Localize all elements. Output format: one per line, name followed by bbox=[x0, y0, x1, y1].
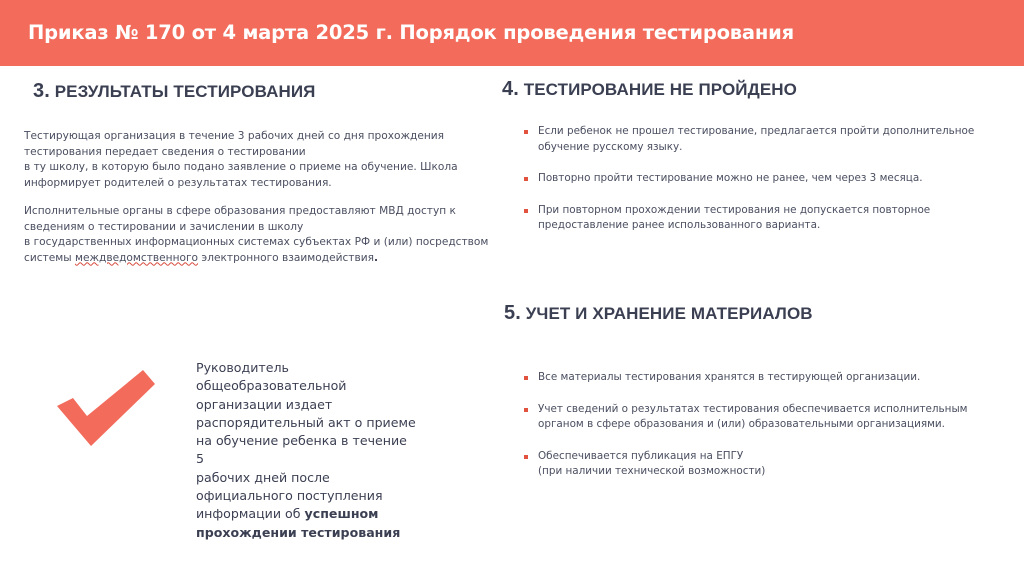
section-5-heading bbox=[504, 302, 813, 325]
section-5-title: УЧЕТ И ХРАНЕНИЕ МАТЕРИАЛОВ bbox=[525, 304, 813, 323]
principal-note: Руководитель общеобразовательной организации издает распорядительный акт о приеме на обучение ребенка в течение 5 рабочих дней после официального поступления информации об успешном прохождении тестирования bbox=[196, 360, 416, 540]
section-4-number: 4. bbox=[502, 78, 519, 100]
page-title: Приказ № 170 от 4 марта 2025 г. Порядок проведения тестирования bbox=[28, 21, 794, 44]
section-3-paragraph-2: Исполнительные органы в сфере образования предоставляют МВД доступ к сведениям о тестировании и зачислении в школу в государственных информационных системах субъектах РФ и (или) посредством системы междведомственного электронного взаимодействия. bbox=[24, 205, 489, 264]
list-item: Обеспечивается публикация на ЕПГУ (при наличии технической возможности) bbox=[524, 449, 994, 480]
list-item: Учет сведений о результатах тестирования обеспечивается исполнительным органом в сфере образования и (или) образовательными организациями. bbox=[524, 402, 994, 433]
section-5-list bbox=[524, 370, 994, 480]
section-4-list bbox=[524, 124, 994, 234]
list-item: При повторном прохождении тестирования не допускается повторное предоставление ранее использованного варианта. bbox=[524, 203, 994, 234]
section-3-title: РЕЗУЛЬТАТЫ ТЕСТИРОВАНИЯ bbox=[54, 82, 316, 101]
section-5-number: 5. bbox=[504, 302, 521, 324]
list-item: Если ребенок не прошел тестирование, предлагается пройти дополнительное обучение русскому языку. bbox=[524, 124, 994, 155]
checkmark-icon bbox=[55, 368, 155, 448]
section-4-heading bbox=[502, 78, 797, 101]
section-3-paragraph-1: Тестирующая организация в течение 3 рабочих дней со дня прохождения тестирования передает сведения о тестировании в ту школу, в которую было подано заявление о приеме на обучение. Школа информирует родителей о результатах тестирования. bbox=[24, 130, 458, 189]
list-item: Все материалы тестирования хранятся в тестирующей организации. bbox=[524, 370, 994, 386]
section-3-heading bbox=[33, 80, 316, 103]
list-item: Повторно пройти тестирование можно не ранее, чем через 3 месяца. bbox=[524, 171, 994, 187]
header-bar bbox=[0, 0, 1024, 66]
section-3-number: 3. bbox=[33, 80, 50, 102]
spellcheck-word: междведомственного bbox=[74, 251, 199, 264]
section-4-title: ТЕСТИРОВАНИЕ НЕ ПРОЙДЕНО bbox=[523, 80, 797, 99]
